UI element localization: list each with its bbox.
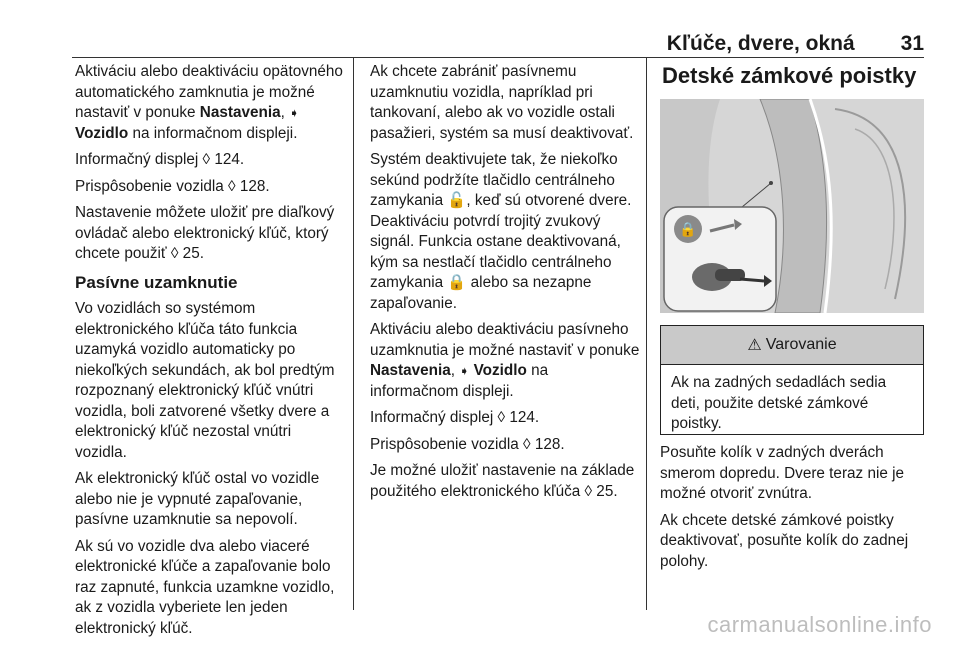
page-number: 31	[900, 32, 924, 55]
paragraph-ref-custom: Prispôsobenie vozidla ◊ 128.	[75, 177, 270, 195]
paragraph-save-setting: Nastavenie môžete uložiť pre diaľkový ovládač alebo elektronický kľúč, ktorý chcete použiť ◊ 25.	[75, 204, 335, 262]
heading-child-locks: Detské zámkové poistky	[662, 63, 917, 88]
paragraph-activate-child-lock: Posuňte kolík v zadných dverách smerom dopredu. Dvere teraz nie je možné otvoriť zvnútra.	[660, 444, 905, 502]
watermark: carmanualsonline.info	[707, 612, 932, 637]
page-header	[667, 26, 924, 56]
heading-passive-locking: Pasívne uzamknutie	[75, 272, 238, 292]
paragraph-save-key: Je možné uložiť nastavenie na základe použitého elektronického kľúča ◊ 25.	[370, 462, 635, 500]
child-lock-instructions	[660, 443, 930, 578]
paragraph-passive-setting: Aktiváciu alebo deaktiváciu pasívneho uzamknutia je možné nastaviť v ponuke Nastavenia, ➧ Vozidlo na informačnom displeji.	[370, 321, 640, 400]
paragraph-key-inside: Ak elektronický kľúč ostal vo vozidle alebo nie je vypnuté zapaľovanie, pasívne uzamknutie sa nepovolí.	[75, 470, 320, 528]
column-divider-1	[353, 57, 354, 610]
arrow-right-icon: ➧	[459, 364, 470, 378]
warning-title: Varovanie	[765, 336, 837, 353]
warning-text: Ak na zadných sedadlách sedia deti, použite detské zámkové poistky.	[671, 374, 887, 432]
warning-triangle-icon: ⚠	[747, 337, 762, 354]
door-edge-drawing	[660, 99, 924, 313]
paragraph-passive-desc: Vo vozidlách so systémom elektronického kľúča táto funkcia uzamyká vozidlo automaticky po niekoľkých sekundách, ak bol predtým rozpoznaný elektronický kľúč vnútri vozidla, boli zatvorené všetky dvere a elektronický kľúč nezostal vnútri vozidla.	[75, 300, 335, 461]
paragraph-deactivate-child-lock: Ak chcete detské zámkové poistky deaktivovať, posuňte kolík do zadnej polohy.	[660, 511, 909, 570]
column-divider-2	[646, 57, 647, 610]
arrow-right-icon: ➧	[289, 106, 300, 120]
paragraph-multiple-keys: Ak sú vo vozidle dva alebo viaceré elektronické kľúče a zapaľovanie bolo raz zapnuté, funkcia uzamkne vozidlo, ak z vozidla vyberiete len jeden elektronický kľúč.	[75, 537, 335, 637]
warning-box	[660, 325, 924, 435]
section-title: Kľúče, dvere, okná	[666, 32, 855, 55]
column-1	[75, 62, 347, 645]
paragraph-ref-display: Informačný displej ◊ 124.	[75, 151, 245, 168]
paragraph-deactivate: Systém deaktivujete tak, že niekoľko sekúnd podržíte tlačidlo centrálneho zamykania 🔓, keď sú otvorené dvere. Deaktiváciu potvrdí trojitý zvukový signál. Funkcia ostane deaktivovaná, kým sa nestlačí tlačidlo centrálneho zamykania 🔒 alebo sa nezapne zapaľovanie.	[370, 151, 632, 312]
svg-text:🔒: 🔒	[679, 222, 697, 238]
paragraph-prevent-passive: Ak chcete zabrániť pasívnemu uzamknutiu vozidla, napríklad pri tankovaní, alebo ak vo vozidle ostali pasažieri, systém sa musí deaktivovať.	[370, 63, 634, 142]
child-lock-illustration	[660, 99, 924, 313]
warning-header	[661, 326, 923, 365]
paragraph-auto-relock: Aktiváciu alebo deaktiváciu opätovného automatického zamknutia je možné nastaviť v ponuke Nastavenia, ➧ Vozidlo na informačnom displeji.	[75, 63, 343, 142]
column-2	[370, 62, 640, 508]
header-rule	[72, 57, 924, 58]
paragraph-ref-display-2: Informačný displej ◊ 124.	[370, 409, 540, 426]
paragraph-ref-custom-2: Prispôsobenie vozidla ◊ 128.	[370, 435, 565, 453]
column-3	[662, 62, 932, 90]
